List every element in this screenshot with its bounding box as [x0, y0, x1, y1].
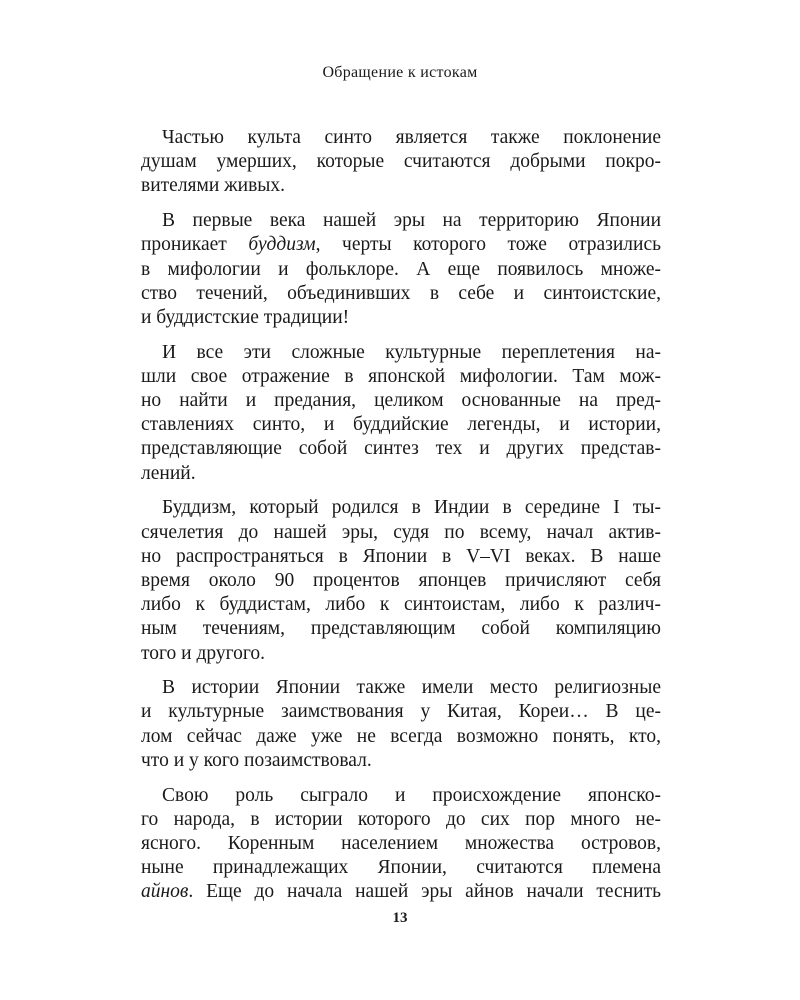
text-line: [141, 389, 661, 413]
text-line: [141, 808, 661, 832]
text-line: [141, 174, 661, 198]
text-line: [141, 258, 661, 282]
text-line: [141, 233, 661, 257]
text-segment: душам умерших, которые считаются добрыми покро-: [141, 151, 661, 173]
text-line: [141, 784, 661, 808]
text-segment: ясного. Коренным населением множества островов,: [141, 832, 661, 854]
text-line: [141, 545, 661, 569]
body-text: [141, 126, 661, 915]
text-segment: В первые века нашей эры на территорию Японии: [162, 210, 661, 232]
text-line: [141, 462, 661, 486]
text-line: [141, 496, 661, 520]
text-line: [141, 306, 661, 330]
italic-term: айнов: [141, 881, 189, 903]
text-line: [141, 282, 661, 306]
text-segment: ным течениям, представляющим собой компиляцию: [141, 618, 661, 640]
text-segment: лом сейчас даже уже не всегда возможно понять, кто,: [141, 725, 661, 747]
text-segment: ныне принадлежащих Японии, считаются племена: [141, 857, 661, 879]
paragraph: [141, 676, 661, 773]
text-line: [141, 569, 661, 593]
text-segment: . Еще до начала нашей эры айнов начали теснить: [188, 881, 661, 903]
text-line: [141, 856, 661, 880]
text-line: [141, 725, 661, 749]
text-segment: Буддизм, который родился в Индии в середине I ты-: [162, 497, 661, 519]
text-line: [141, 700, 661, 724]
text-line: [141, 150, 661, 174]
text-line: [141, 365, 661, 389]
text-segment: время около 90 процентов японцев причисляют себя: [141, 569, 661, 591]
paragraph: [141, 784, 661, 905]
text-line: [141, 880, 661, 904]
text-segment: , черты которого тоже отразились: [315, 234, 661, 256]
text-segment: в мифологии и фольклоре. А еще появилось множе-: [141, 258, 661, 280]
text-segment: шли свое отражение в японской мифологии. Там мож-: [141, 365, 661, 387]
text-line: [141, 617, 661, 641]
text-segment: И все эти сложные культурные переплетения на-: [162, 341, 661, 363]
text-line: [141, 832, 661, 856]
text-segment: представляющие собой синтез тех и других представ-: [141, 438, 661, 460]
text-line: [141, 126, 661, 150]
text-line: [141, 437, 661, 461]
text-segment: и буддистские традиции!: [141, 306, 350, 328]
text-segment: того и другого.: [141, 642, 266, 664]
text-segment: сячелетия до нашей эры, судя по всему, начал актив-: [141, 521, 661, 543]
text-segment: ставлениях синто, и буддийские легенды, и истории,: [141, 414, 661, 436]
text-line: [141, 749, 661, 773]
text-segment: либо к буддистам, либо к синтоистам, либо к различ-: [141, 594, 661, 616]
text-line: [141, 521, 661, 545]
text-segment: вителями живых.: [141, 175, 286, 197]
paragraph: [141, 126, 661, 199]
text-segment: но распространяться в Японии в V–VI веках. В наше: [141, 545, 661, 567]
text-segment: ство течений, объединивших в себе и синтоистские,: [141, 282, 661, 304]
text-segment: го народа, в истории которого до сих пор много не-: [141, 808, 661, 830]
text-line: [141, 413, 661, 437]
page-number: 13: [392, 910, 408, 926]
text-segment: проникает: [141, 234, 249, 256]
text-line: [141, 676, 661, 700]
running-head: Обращение к истокам: [322, 64, 478, 81]
text-line: [141, 593, 661, 617]
text-segment: Частью культа синто является также поклонение: [162, 127, 661, 148]
text-line: [141, 209, 661, 233]
text-line: [141, 341, 661, 365]
text-segment: лений.: [141, 462, 196, 484]
paragraph: [141, 209, 661, 330]
text-segment: Свою роль сыграло и происхождение японско-: [162, 784, 661, 806]
paragraph: [141, 496, 661, 665]
italic-term: буддизм: [248, 234, 316, 256]
text-segment: В истории Японии также имели место религиозные: [162, 677, 661, 699]
text-segment: и культурные заимствования у Китая, Кореи… В це-: [141, 701, 661, 723]
text-line: [141, 642, 661, 666]
text-segment: но найти и предания, целиком основанные на пред-: [141, 390, 661, 412]
text-segment: что и у кого позаимствовал.: [141, 749, 372, 771]
paragraph: [141, 341, 661, 486]
